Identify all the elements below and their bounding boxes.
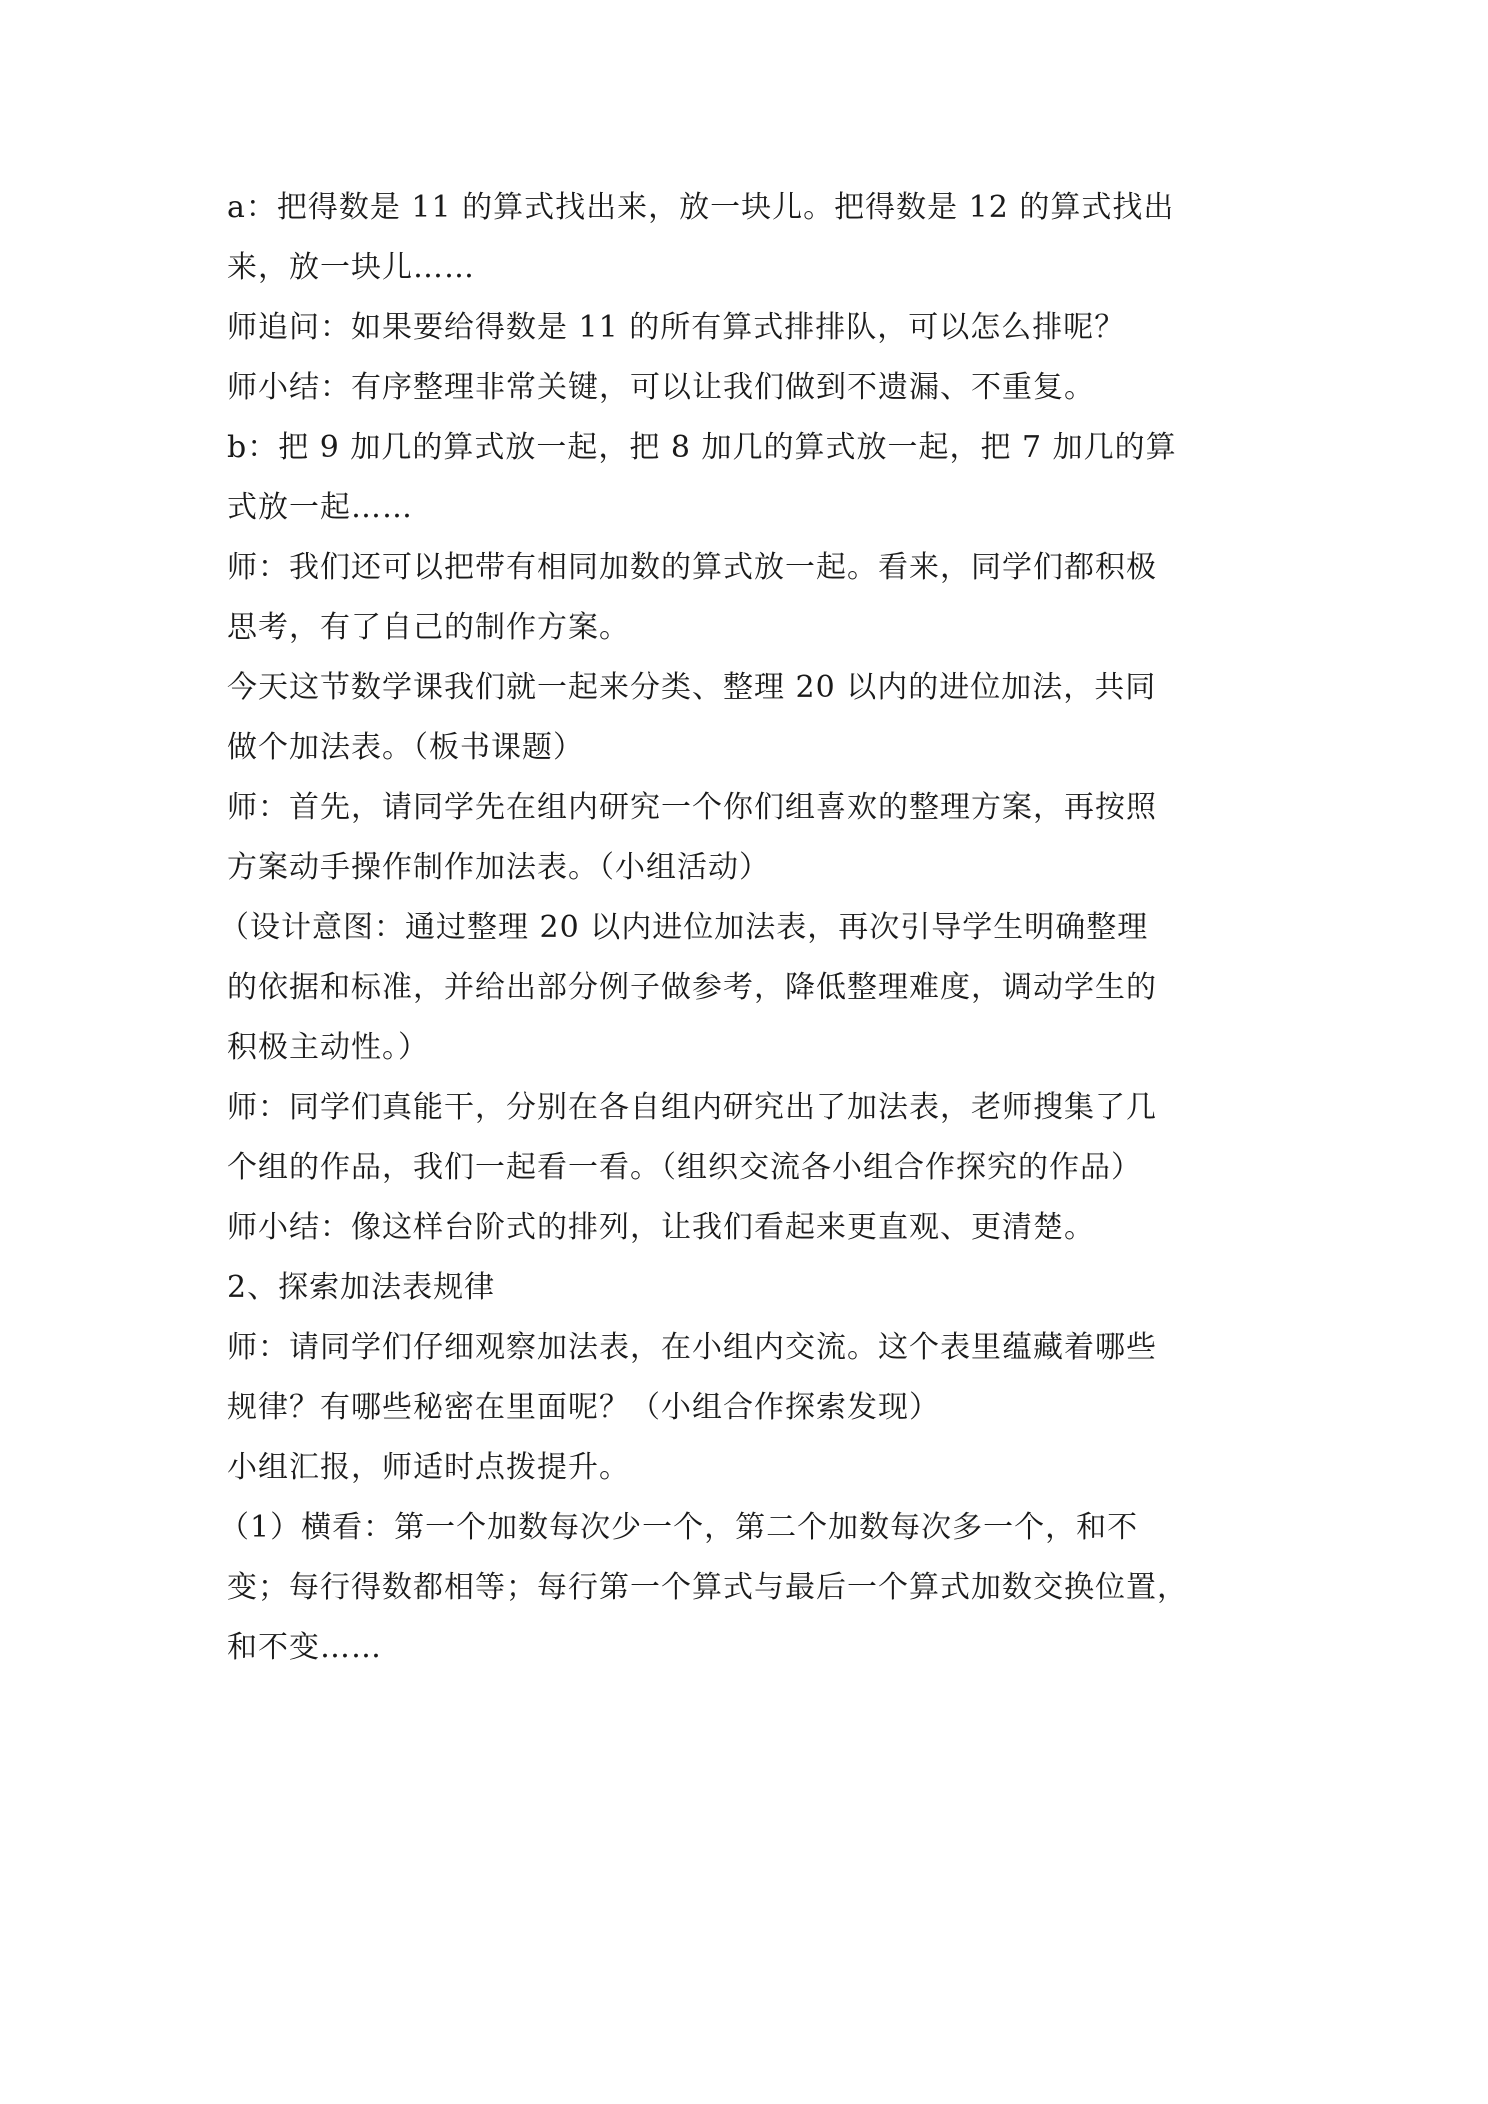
text-line: 规律？有哪些秘密在里面呢？（小组合作探索发现） (227, 1390, 940, 1425)
text-line: 今天这节数学课我们就一起来分类、整理 20 以内的进位加法，共同 (227, 670, 1157, 705)
text-line: 师小结：像这样台阶式的排列，让我们看起来更直观、更清楚。 (227, 1210, 1095, 1245)
text-line: 小组汇报，师适时点拨提升。 (227, 1450, 630, 1485)
text-line: 思考，有了自己的制作方案。 (227, 610, 630, 645)
text-line: b：把 9 加几的算式放一起，把 8 加几的算式放一起，把 7 加几的算 (227, 430, 1177, 465)
text-line: 和不变…… (227, 1630, 382, 1665)
text-line: 积极主动性。） (227, 1030, 429, 1065)
text-line: 师追问：如果要给得数是 11 的所有算式排排队，可以怎么排呢？ (227, 310, 1126, 345)
text-line: 方案动手操作制作加法表。（小组活动） (227, 850, 770, 885)
text-line: 师：请同学们仔细观察加法表，在小组内交流。这个表里蕴藏着哪些 (227, 1330, 1157, 1365)
text-line: 师：首先，请同学先在组内研究一个你们组喜欢的整理方案，再按照 (227, 790, 1157, 825)
section-heading: 2、探索加法表规律 (227, 1270, 496, 1305)
text-line: a：把得数是 11 的算式找出来，放一块儿。把得数是 12 的算式找出 (227, 190, 1175, 225)
text-line: 个组的作品，我们一起看一看。（组织交流各小组合作探究的作品） (227, 1150, 1142, 1185)
text-line: 式放一起…… (227, 490, 413, 525)
text-line: 师小结：有序整理非常关键，可以让我们做到不遗漏、不重复。 (227, 370, 1095, 405)
text-line: 来，放一块儿…… (227, 250, 475, 285)
text-line: 的依据和标准，并给出部分例子做参考，降低整理难度，调动学生的 (227, 970, 1157, 1005)
document-body (219, 178, 1267, 1678)
text-line: 做个加法表。（板书课题） (227, 730, 584, 765)
text-line: （1）横看：第一个加数每次少一个，第二个加数每次多一个，和不 (219, 1510, 1139, 1545)
text-line: （设计意图：通过整理 20 以内进位加法表，再次引导学生明确整理 (219, 910, 1149, 945)
text-line: 师：我们还可以把带有相同加数的算式放一起。看来，同学们都积极 (227, 550, 1157, 585)
text-line: 变；每行得数都相等；每行第一个算式与最后一个算式加数交换位置， (227, 1570, 1188, 1605)
text-line: 师：同学们真能干，分别在各自组内研究出了加法表，老师搜集了几 (227, 1090, 1157, 1125)
